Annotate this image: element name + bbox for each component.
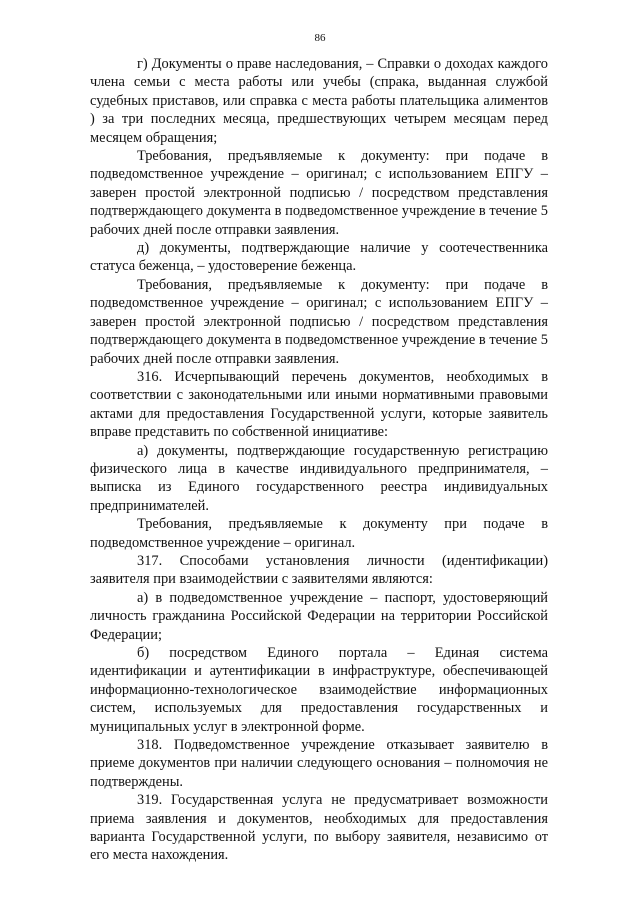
paragraph-unified-portal: б) посредством Единого портала – Единая система идентификации и аутентификации в инфраструктуре, обеспечивающей информационно-технологическое взаимодействие информационных систем, используемых для предоставления государственных и муниципальных услуг в электронной форме.: [90, 645, 548, 735]
page-number: 86: [314, 32, 326, 44]
paragraph-requirements: Требования, предъявляемые к документу: при подаче в подведомственное учреждение – оригинал; с использованием ЕПГУ – заверен простой электронной подписью / посредством представления подтверждающего документа в подведомственное учреждение в течение 5 рабочих дней после отправки заявления.: [90, 276, 548, 367]
paragraph-requirements: Требования, предъявляемые к документу при подаче в подведомственное учреждение – оригинал.: [90, 516, 548, 551]
paragraph-refugee-status: д) документы, подтверждающие наличие у соотечественника статуса беженца, – удостоверение беженца.: [90, 240, 548, 275]
paragraph-317: 317. Способами установления личности (идентификации) заявителя при взаимодействии с заявителями являются:: [90, 552, 548, 588]
paragraph-entrepreneur-registration: а) документы, подтверждающие государственную регистрацию физического лица в качестве индивидуального предпринимателя, – выписка из Единого государственного реестра индивидуальных предпринимателей.: [90, 442, 548, 514]
paragraph-316: 316. Исчерпывающий перечень документов, необходимых в соответствии с законодательными или иными нормативными правовыми актами для предоставления Государственной услуги, которые заявитель вправе представить по собственной инициативе:: [90, 368, 548, 441]
paragraph-passport: а) в подведомственное учреждение – паспорт, удостоверяющий личность гражданина Российской Федерации на территории Российской Федерации;: [90, 589, 548, 643]
document-body: [90, 55, 548, 865]
paragraph-319: 319. Государственная услуга не предусматривает возможности приема заявления и документов, необходимых для предоставления варианта Государственной услуги, по выбору заявителя, независимо от его места нахождения.: [90, 792, 548, 864]
paragraph-inheritance-documents: г) Документы о праве наследования, – Справки о доходах каждого члена семьи с места работы или учебы (спрака, выданная службой судебных приставов, или справка с места работы плательщика алиментов ) за три последних месяца, предшествующих четырем месяцам перед месяцем обращения;: [90, 56, 548, 146]
paragraph-requirements: Требования, предъявляемые к документу: при подаче в подведомственное учреждение – оригинал; с использованием ЕПГУ – заверен простой электронной подписью / посредством представления подтверждающего документа в подведомственное учреждение в течение 5 рабочих дней после отправки заявления.: [90, 148, 548, 238]
paragraph-318: 318. Подведомственное учреждение отказывает заявителю в приеме документов при наличии следующего основания – полномочия не подтверждены.: [90, 737, 548, 790]
